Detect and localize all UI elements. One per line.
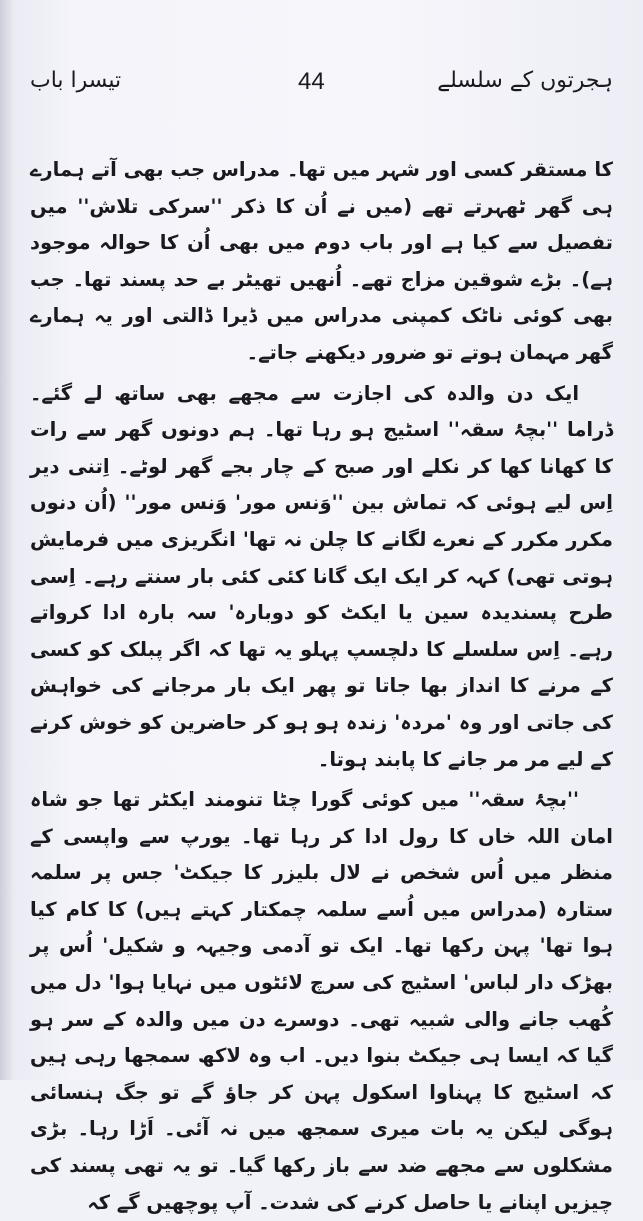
page-number: 44: [298, 68, 325, 95]
running-header: [30, 68, 613, 104]
book-title: ہجرتوں کے سلسلے: [437, 68, 613, 93]
chapter-title: تیسرا باب: [30, 68, 122, 93]
page-gutter-shadow: [0, 0, 14, 1080]
body-text: [30, 152, 613, 1221]
paragraph-3: ''بچۂ سقہ'' میں کوئی گورا چٹا تنومند ایکٹر تھا جو شاہ امان اللہ خاں کا رول ادا کر رہا تھا۔ یورپ سے واپسی کے منظر میں اُس شخص نے لال بلیزر کا جیکٹ' جس پر سلمہ ستارہ (مدراس میں اُسے سلمہ چمکتار کہتے ہیں) کا کام کیا ہوا تھا' پہن رکھا تھا۔ ایک تو آدمی وجیہہ و شکیل' اُس پر بھڑک دار لباس' اسٹیج کی سرچ لائٹوں میں نہایا ہوا' دل میں کُھب جانے والی شبیہ تھی۔ دوسرے دن میں والدہ کے سر ہو گیا کہ ایسا ہی جیکٹ بنوا دیں۔ اب وہ لاکھ سمجھا رہی ہیں کہ اسٹیج کا پہناوا اسکول پہن کر جاؤ گے تو جگ ہنسائی ہوگی لیکن یہ بات میری سمجھ میں نہ آئی۔ اَڑا رہا۔ بڑی مشکلوں سے مجھے ضد سے باز رکھا گیا۔ تو یہ تھی پسند کی چیزیں اپنانے یا حاصل کرنے کی شدت۔ آپ پوچھیں گے کہ: [30, 788, 613, 1214]
paragraph-2: ایک دن والدہ کی اجازت سے مجھے بھی ساتھ لے گئے۔ ڈراما ''بچۂ سقہ'' اسٹیج ہو رہا تھا۔ ہم دونوں گھر سے رات کا کھانا کھا کر نکلے اور صبح کے چار بجے گھر لوٹے۔ اِتنی دیر اِس لیے ہوئی کہ تماش بین ''وَنس مور' وَنس مور'' (اُن دنوں مکرر مکرر کے نعرے لگانے کا چلن نہ تھا' انگریزی میں فرمایش ہوتی تھی) کہہ کر ایک ایک گانا کئی کئی بار سنتے رہے۔ اِسی طرح پسندیدہ سین یا ایکٹ کو دوبارہ' سہ بارہ ادا کرواتے رہے۔ اِس سلسلے کا دلچسپ پہلو یہ تھا کہ اگر پبلک کو کسی کے مرنے کا انداز بھا جاتا تو پھر ایک بار مرجانے کی خواہش کی جاتی اور وہ 'مردہ' زندہ ہو ہو کر حاضرین کو خوش کرنے کے لیے مر مر جانے کا پابند ہوتا۔: [30, 381, 613, 771]
paragraph-1: کا مستقر کسی اور شہر میں تھا۔ مدراس جب بھی آتے ہمارے ہی گھر ٹھہرتے تھے (میں نے اُن کا ذکر ''سرکی تلاش'' میں تفصیل سے کیا ہے اور باب دوم میں بھی اُن کا حوالہ موجود ہے)۔ بڑے شوقین مزاج تھے۔ اُنھیں تھیٹر بے حد پسند تھا۔ جب بھی کوئی ناٹک کمپنی مدراس میں ڈیرا ڈالتی اور یہ ہمارے گھر مہمان ہوتے تو ضرور دیکھنے جاتے۔: [30, 158, 613, 364]
